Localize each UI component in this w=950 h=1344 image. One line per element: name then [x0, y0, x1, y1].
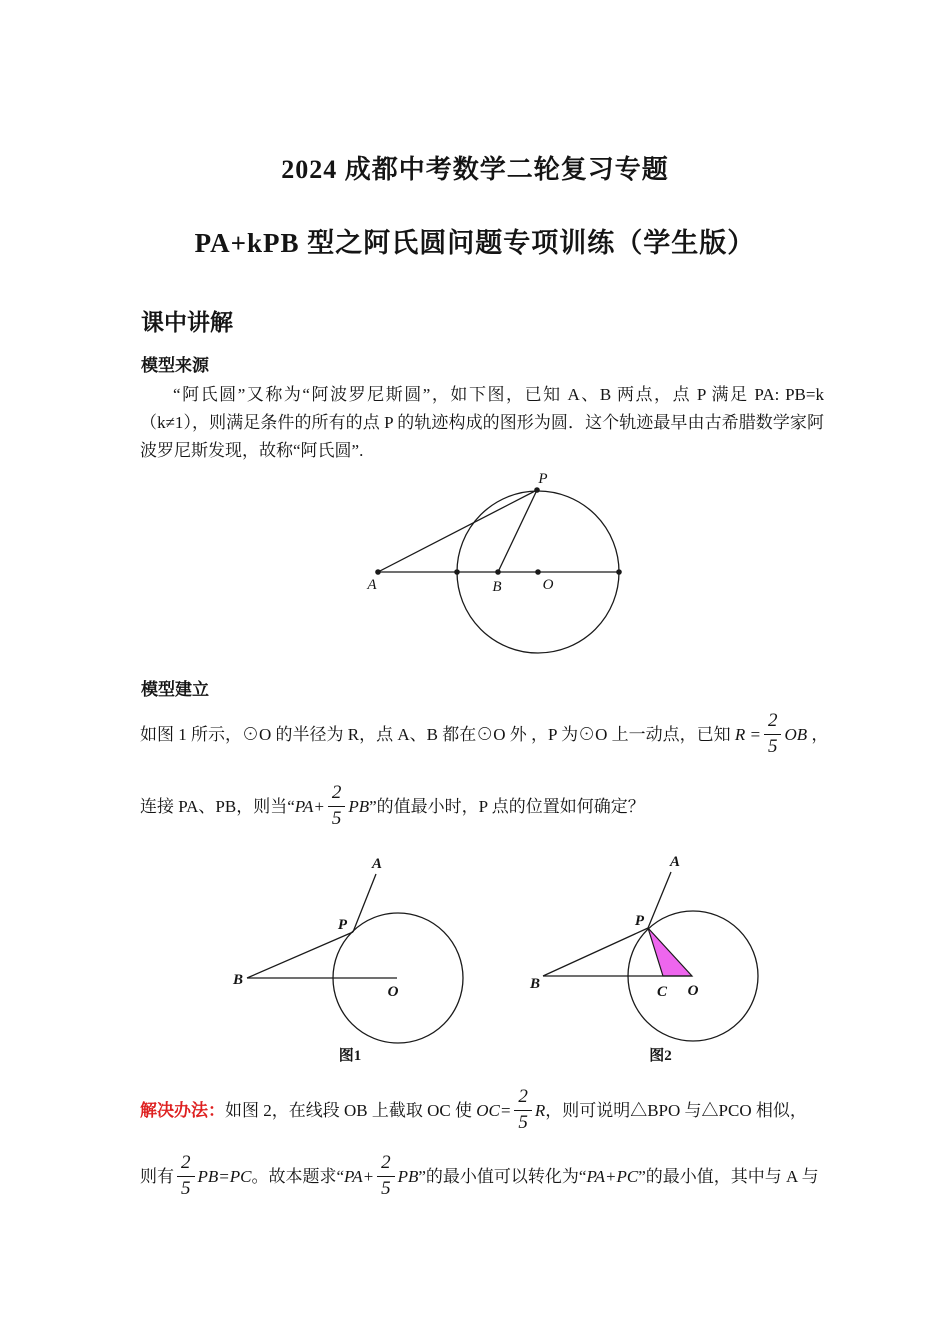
section-heading: 课中讲解 [141, 310, 233, 335]
fraction-numerator: 2 [377, 1152, 395, 1177]
label-B: B [232, 972, 244, 988]
fraction-denominator: 5 [518, 1111, 528, 1133]
label-O: O [687, 983, 699, 999]
fraction-numerator: 2 [764, 710, 782, 735]
label-O: O [542, 577, 554, 593]
paragraph-solution-1 [140, 1088, 900, 1137]
label-B: B [492, 579, 502, 595]
page-subtitle: PA+kPB 型之阿氏圆问题专项训练（学生版） [194, 228, 756, 258]
paragraph-solution-2 [140, 1154, 900, 1203]
triangle-PCO [648, 928, 692, 976]
fraction-2-5 [377, 1152, 395, 1201]
label-A: A [371, 856, 383, 872]
math-var: R = [734, 725, 761, 745]
fraction-denominator: 5 [767, 735, 778, 757]
fraction-2-5 [764, 710, 782, 759]
sub-heading-model-origin: 模型来源 [141, 356, 209, 375]
text-segment: 如图 2，在线段 OB 上截取 OC 使 [225, 1101, 477, 1121]
math-var: PB=PC [197, 1167, 252, 1187]
math-var: PB [348, 797, 370, 817]
fraction-numerator: 2 [328, 782, 346, 807]
text-segment: ”的值最小时，P 点的位置如何确定？ [369, 797, 645, 817]
figure-2-caption: 图2 [649, 1048, 672, 1064]
figure-2 [528, 848, 793, 1073]
fraction-numerator: 2 [514, 1086, 532, 1111]
text-segment: 连接 PA、PB，则当“ [140, 797, 295, 817]
solution-label: 解决办法： [140, 1101, 225, 1121]
point-P [534, 487, 540, 493]
text-segment: 如图 1 所示，⊙O 的半径为 R，点 A、B 都在⊙O 外 ，P 为⊙O 上一动点，已知 [140, 725, 735, 745]
math-var: PA+ [294, 797, 325, 817]
point-circle-left [454, 569, 460, 575]
fraction-2-5 [328, 782, 346, 831]
figure-1 [225, 848, 475, 1073]
paragraph-model-build-2 [140, 784, 900, 833]
fraction-2-5 [177, 1152, 195, 1201]
label-B: B [529, 976, 541, 992]
math-var: PA+PC [586, 1167, 639, 1187]
label-P: P [337, 917, 347, 933]
fraction-2-5 [514, 1086, 532, 1135]
text-segment: ，则可说明△BPO 与△PCO 相似， [545, 1101, 807, 1121]
text-segment: ”的最小值，其中与 A 与 [638, 1167, 819, 1187]
text-segment: ”的最小值可以转化为“ [418, 1167, 587, 1187]
math-var: OB [784, 725, 808, 745]
fraction-denominator: 5 [381, 1177, 391, 1199]
line-BP [498, 490, 537, 572]
apollonius-circle-figure [350, 470, 640, 665]
fraction-numerator: 2 [177, 1152, 195, 1177]
sub-heading-model-build: 模型建立 [141, 680, 209, 699]
point-O [535, 569, 541, 575]
figure-1-caption: 图1 [338, 1048, 362, 1064]
text-segment: ， [807, 725, 829, 745]
label-O: O [387, 984, 399, 1000]
page-title: 2024 成都中考数学二轮复习专题 [281, 155, 669, 184]
label-A: A [367, 577, 377, 593]
math-var: OC= [476, 1101, 512, 1121]
math-var: PA+ [344, 1167, 375, 1187]
paragraph-model-origin: “阿氏圆”又称为“阿波罗尼斯圆”，如下图，已知 A、B 两点，点 P 满足 PA: PB=k（k≠1），则满足条件的所有的点 P 的轨迹构成的图形为圆．这个轨迹最早由古希腊数学家阿波罗尼斯发现，故称“阿氏圆”. [140, 385, 824, 460]
label-P: P [634, 913, 644, 929]
paragraph-model-build-1 [140, 712, 900, 761]
fraction-denominator: 5 [181, 1177, 191, 1199]
math-var: R [534, 1101, 546, 1121]
label-C: C [656, 984, 668, 1000]
label-A: A [669, 854, 681, 870]
point-A [375, 569, 381, 575]
point-B [495, 569, 501, 575]
math-var: PB [397, 1167, 419, 1187]
label-P: P [538, 471, 548, 487]
text-segment: 。故本题求“ [251, 1167, 345, 1187]
point-circle-right [616, 569, 622, 575]
text-segment: 则有 [140, 1167, 174, 1187]
line-PA [353, 874, 376, 932]
fraction-denominator: 5 [331, 807, 342, 829]
